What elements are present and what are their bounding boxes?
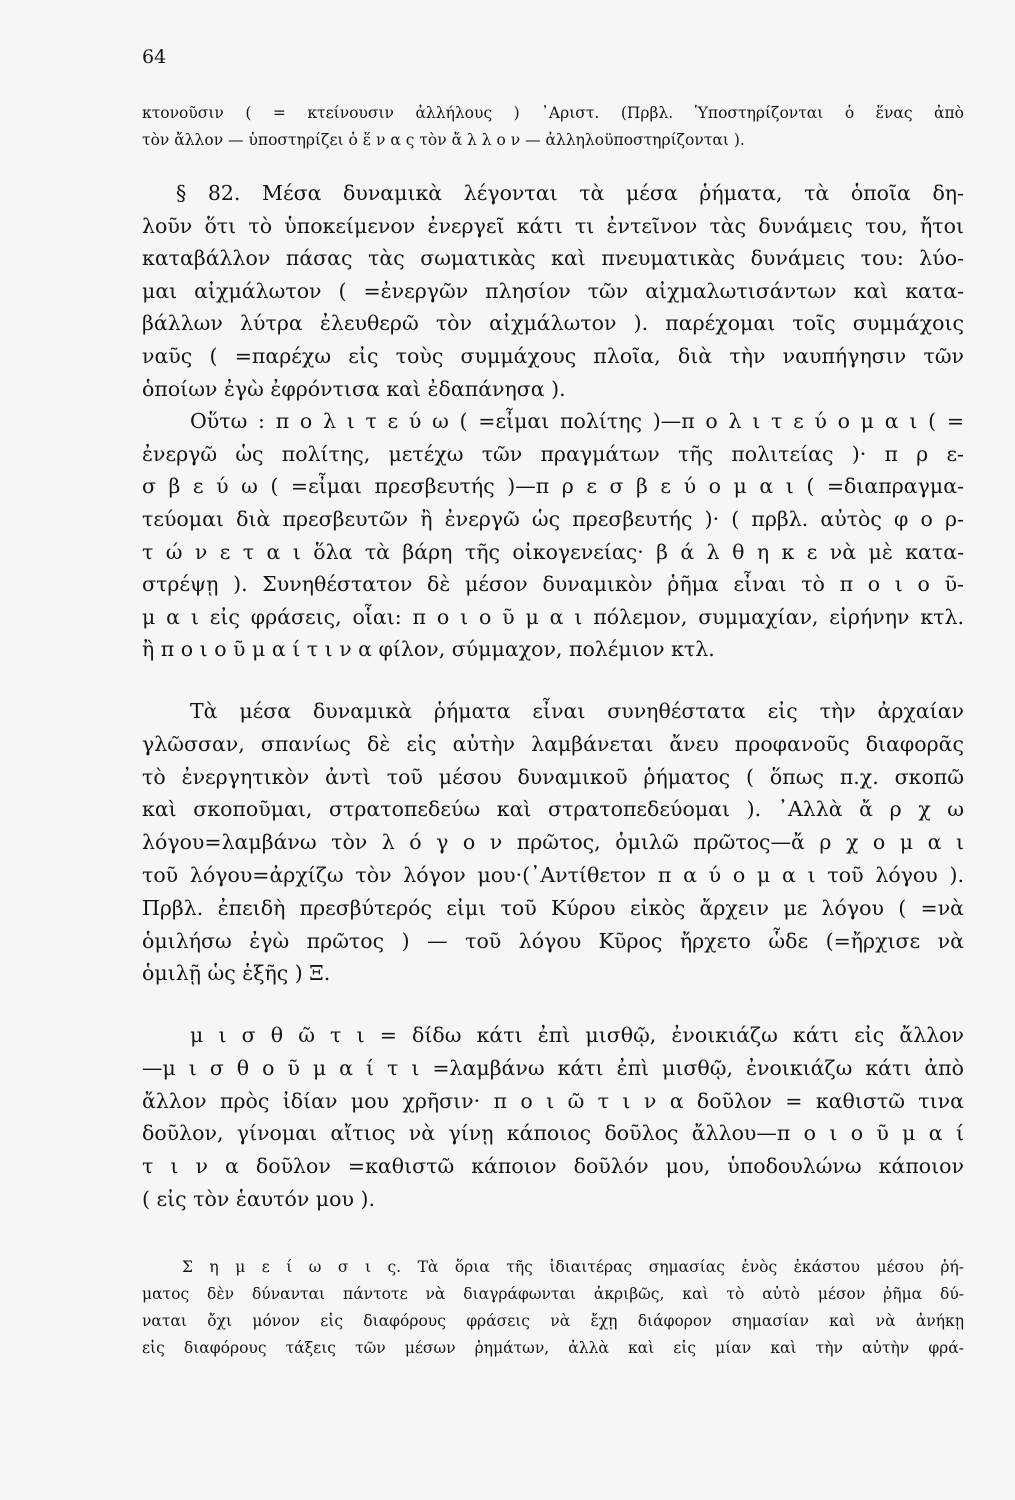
text-line: τοῦ λόγου=ἀρχίζω τὸν λόγον μου·(᾿Αντίθετον π α ύ ο μ α ι τοῦ λόγου ).	[142, 862, 964, 887]
text-line: Τὰ μέσα δυναμικὰ ῥήματα εἶναι συνηθέστατα εἰς τὴν ἀρχαίαν	[190, 699, 964, 723]
text-line: ναται ὄχι μόνον εἰς διαφόρους φράσεις νὰ ἔχῃ διάφορον σημασίαν καὶ νὰ ἀνήκῃ	[142, 1312, 964, 1330]
text-line: ματος δὲν δύνανται πάντοτε νὰ διαγράφωνται ἀκριβῶς, καὶ τὸ αὐτὸ μέσον ῥῆμα δύ-	[142, 1285, 964, 1303]
section-82	[142, 177, 964, 666]
text-line: τὸ ἐνεργητικὸν ἀντὶ τοῦ μέσου δυναμικοῦ ῥήματος ( ὅπως π.χ. σκοπῶ	[142, 764, 964, 789]
text-line: ναῦς ( =παρέχω εἰς τοὺς συμμάχους πλοῖα, διὰ τὴν ναυπήγησιν τῶν	[142, 343, 964, 368]
text-line: Σ η μ ε ί ω σ ι ς. Τὰ ὅρια τῆς ἰδιαιτέρας σημασίας ἑνὸς ἑκάστου μέσου ῥή-	[182, 1258, 964, 1276]
text-line: λοῦν ὅτι τὸ ὑποκείμενον ἐνεργεῖ κάτι τι ἐντεῖνον τὰς δυνάμεις του, ἤτοι	[142, 213, 964, 238]
text-line: δοῦλον, γίνομαι αἴτιος νὰ γίνῃ κάποιος δοῦλος ἄλλου—π ο ι ο ῦ μ α ί	[142, 1121, 964, 1146]
text-line: εἰς διαφόρους τάξεις τῶν μέσων ῥημάτων, ἀλλὰ καὶ εἰς μίαν καὶ τὴν αὐτὴν φρά-	[142, 1339, 964, 1357]
text-line: τεύομαι διὰ πρεσβευτῶν ἢ ἐνεργῶ ὡς πρεσβευτής )· ( πρβλ. αὐτὸς φ ο ρ-	[142, 506, 964, 531]
text-line: γλῶσσαν, σπανίως δὲ εἰς αὐτὴν λαμβάνεται ἄνευ προφανοῦς διαφορᾶς	[142, 731, 964, 756]
text-line: Οὕτω : π ο λ ι τ ε ύ ω ( =εἶμαι πολίτης )—π ο λ ι τ ε ύ ο μ α ι ( =	[190, 409, 964, 434]
text-line: ὁποίων ἐγὼ ἐφρόντισα καὶ ἐδαπάνησα ).	[142, 376, 566, 401]
text-line: μαι αἰχμάλωτον ( =ἐνεργῶν πλησίον τῶν αἰχμαλωτισάντων καὶ κατα-	[142, 278, 964, 303]
text-line: ἢ π ο ι ο ῦ μ α ί τ ι ν α φίλον, σύμμαχον, πολέμιον κτλ.	[142, 637, 715, 662]
page-number: 64	[142, 46, 167, 68]
text-line: ὁμιλήσω ἐγὼ πρῶτος ) — τοῦ λόγου Κῦρος ἤρχετο ὧδε (=ἤρχισε νὰ	[142, 928, 964, 953]
text-line: ὁμιλῇ ὡς ἑξῆς ) Ξ.	[142, 961, 331, 986]
text-line: τὸν ἄλλον — ὑποστηρίζει ὁ ἕ ν α ς τὸν ἄ λ λ ο ν — ἀλληλοϋποστηρίζονται ).	[142, 131, 745, 149]
paragraph-3	[142, 1019, 964, 1216]
text-line: ( εἰς τὸν ἑαυτόν μου ).	[142, 1186, 375, 1211]
section-heading-line: § 82. Μέσα δυναμικὰ λέγονται τὰ μέσα ῥήματα, τὰ ὁποῖα δη-	[176, 181, 964, 205]
text-line: κτονοῦσιν ( = κτείνουσιν ἀλλήλους ) ᾿Αριστ. (Πρβλ. Ὑποστηρίζονται ὁ ἕνας ἀπὸ	[142, 104, 964, 122]
text-line: καταβάλλον πάσας τὰς σωματικὰς καὶ πνευματικὰς δυνάμεις του: λύο-	[142, 246, 964, 271]
text-line: καὶ σκοποῦμαι, στρατοπεδεύω καὶ στρατοπεδεύομαι ). ᾿Αλλὰ ἄ ρ χ ω	[142, 797, 964, 822]
text-line: Πρβλ. ἐπειδὴ πρεσβύτερός εἰμι τοῦ Κύρου εἰκὸς ἄρχειν με λόγου ( =νὰ	[142, 895, 964, 920]
text-line: βάλλων λύτρα ἐλευθερῶ τὸν αἰχμάλωτον ). παρέχομαι τοῖς συμμάχοις	[142, 311, 964, 336]
text-line: —μ ι σ θ ο ῦ μ α ί τ ι =λαμβάνω κάτι ἐπὶ μισθῷ, ἐνοικιάζω κάτι ἀπὸ	[142, 1055, 964, 1080]
text-line: ἐνεργῶ ὡς πολίτης, μετέχω τῶν πραγμάτων τῆς πολιτείας )· π ρ ε-	[142, 441, 964, 466]
footnote-remark	[142, 1254, 964, 1362]
text-line: στρέψῃ ). Συνηθέστατον δὲ μέσον δυναμικὸν ῥῆμα εἶναι τὸ π ο ι ο ῦ-	[142, 572, 964, 597]
text-line: τ ώ ν ε τ α ι ὅλα τὰ βάρη τῆς οἰκογενείας· β ά λ θ η κ ε νὰ μὲ κατα-	[142, 539, 964, 564]
text-line: ἄλλον πρὸς ἰδίαν μου χρῆσιν· π ο ι ῶ τ ι ν α δοῦλον = καθιστῶ τινα	[142, 1088, 964, 1113]
paragraph-2	[142, 695, 964, 990]
text-line: λόγου=λαμβάνω τὸν λ ό γ ο ν πρῶτος, ὁμιλῶ πρῶτος—ἄ ρ χ ο μ α ι	[142, 830, 964, 855]
text-line: μ ι σ θ ῶ τ ι = δίδω κάτι ἐπὶ μισθῷ, ἐνοικιάζω κάτι εἰς ἄλλον	[190, 1023, 964, 1047]
text-line: σ β ε ύ ω ( =εἶμαι πρεσβευτής )—π ρ ε σ β ε ύ ο μ α ι ( =διαπραγμα-	[142, 474, 964, 499]
top-note	[142, 100, 964, 154]
text-line: τ ι ν α δοῦλον =καθιστῶ κάποιον δοῦλόν μου, ὑποδουλώνω κάποιον	[142, 1154, 964, 1179]
text-line: μ α ι εἰς φράσεις, οἷαι: π ο ι ο ῦ μ α ι πόλεμον, συμμαχίαν, εἰρήνην κτλ.	[142, 604, 964, 629]
